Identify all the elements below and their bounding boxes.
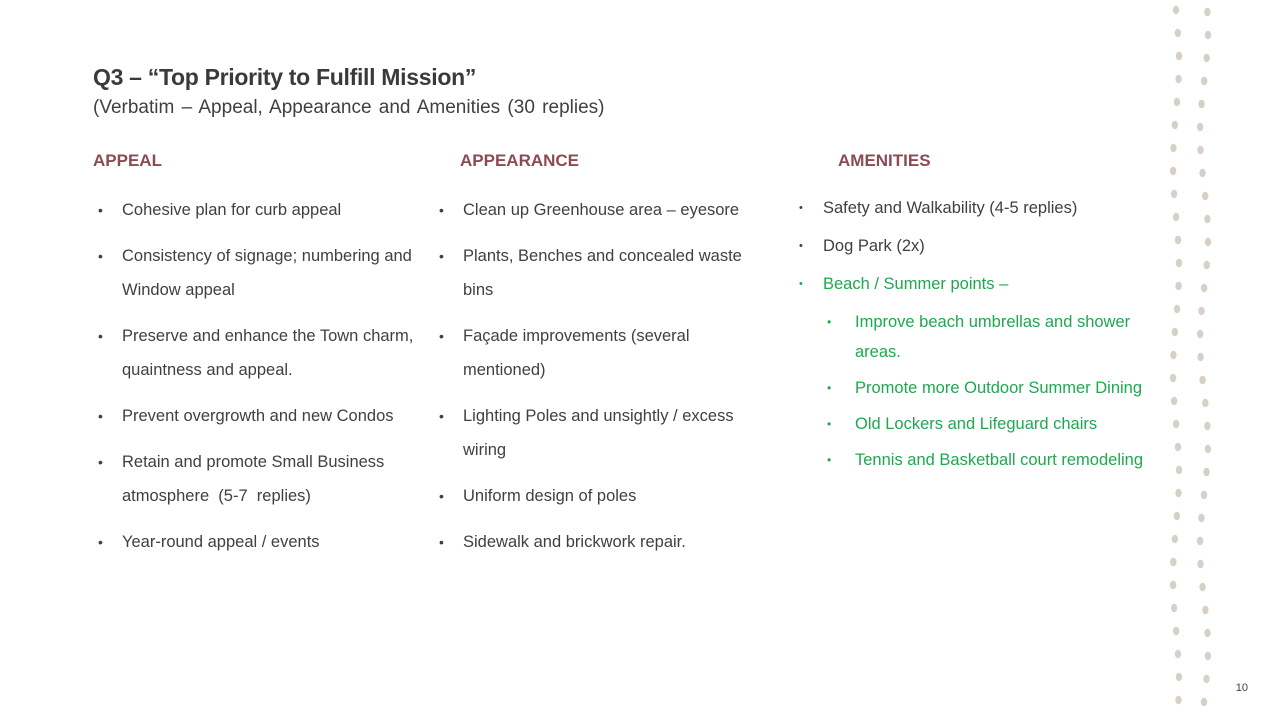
list-item-text: Improve beach umbrellas and shower areas. [855,313,1131,361]
decorative-dot [1175,29,1181,37]
bullet-icon: • [439,328,444,344]
decorative-dot [1204,629,1210,637]
decorative-dot [1197,330,1203,338]
decorative-dot [1176,466,1182,474]
decorative-dot [1173,627,1179,635]
list-item [98,319,422,387]
sub-list-item [827,445,1153,475]
list-item [439,399,763,467]
decorative-dot [1173,420,1179,428]
decorative-dot [1197,560,1203,568]
bullet-icon: • [799,202,803,214]
list-item-text: Safety and Walkability (4-5 replies) [823,199,1078,217]
list-item-text: Beach / Summer points – [823,275,1009,293]
list-item [439,239,763,307]
decorative-dot [1204,54,1210,62]
decorative-dot [1202,399,1208,407]
decorative-dot [1170,558,1176,566]
decorative-dot [1171,397,1177,405]
sub-list-item [827,307,1153,367]
decorative-dot [1171,190,1177,198]
decorative-dot [1174,98,1180,106]
decorative-dot [1202,192,1208,200]
decorative-dot [1204,8,1210,16]
decorative-dot [1175,489,1181,497]
decorative-dot [1205,238,1211,246]
slide-subtitle: (Verbatim – Appeal, Appearance and Amenities (30 replies) [93,97,605,118]
list-item-text: Year-round appeal / events [122,533,320,551]
decorative-dot [1174,305,1180,313]
list-item-text: Dog Park (2x) [823,237,925,255]
list-item-text: Clean up Greenhouse area – eyesore [463,201,740,219]
decorative-dot [1173,6,1179,14]
decorative-dot [1175,696,1181,704]
decorative-dot [1175,443,1181,451]
decorative-dot [1170,374,1176,382]
decorative-dot [1201,284,1207,292]
list-item-text: Tennis and Basketball court remodeling [855,451,1144,469]
decorative-dot [1170,351,1176,359]
bullet-icon: • [827,417,832,431]
decorative-dot [1203,468,1209,476]
list-item-text: Retain and promote Small Business atmosphere (5-7 replies) [122,453,389,505]
list-item-text: Uniform design of poles [463,487,637,505]
bullet-icon: • [827,381,832,395]
appearance-list [439,193,763,571]
bullet-icon: • [98,202,103,218]
list-item [439,193,763,227]
decorative-dot [1201,491,1207,499]
decorative-dot [1198,514,1204,522]
bullet-icon: • [98,328,103,344]
decorative-dot [1201,77,1207,85]
list-item-text: Old Lockers and Lifeguard chairs [855,415,1098,433]
appeal-list [98,193,422,571]
list-item [98,193,422,227]
decorative-dot [1204,261,1210,269]
bullet-icon: • [439,534,444,550]
decorative-dots [1160,0,1220,720]
list-item [98,445,422,513]
bullet-icon: • [799,240,803,252]
list-item-text: Sidewalk and brickwork repair. [463,533,686,551]
list-item-text: Prevent overgrowth and new Condos [122,407,394,425]
decorative-dot [1197,537,1203,545]
bullet-icon: • [799,278,803,290]
list-item [799,231,1153,261]
sub-list-item [827,373,1153,403]
decorative-dot [1199,376,1205,384]
decorative-dot [1199,583,1205,591]
list-item-text: Plants, Benches and concealed waste bins [463,247,742,299]
decorative-dot [1204,215,1210,223]
decorative-dot [1204,422,1210,430]
decorative-dot [1170,144,1176,152]
list-item-text: Preserve and enhance the Town charm, quaintness and appeal. [122,327,414,379]
appearance-heading: APPEARANCE [460,151,580,170]
decorative-dot [1175,236,1181,244]
decorative-dot [1197,123,1203,131]
decorative-dot [1197,146,1203,154]
amenities-list [799,193,1153,481]
bullet-icon: • [439,488,444,504]
bullet-icon: • [98,408,103,424]
list-item-text: Cohesive plan for curb appeal [122,201,342,219]
list-item-text: Façade improvements (several mentioned) [463,327,690,379]
bullet-icon: • [98,248,103,264]
bullet-icon: • [827,453,832,467]
decorative-dot [1172,535,1178,543]
decorative-dot [1198,307,1204,315]
list-item [98,239,422,307]
bullet-icon: • [827,315,832,329]
decorative-dot [1205,652,1211,660]
decorative-dot [1199,169,1205,177]
bullet-icon: • [98,454,103,470]
decorative-dot [1176,259,1182,267]
decorative-dot [1197,353,1203,361]
list-item-text: Promote more Outdoor Summer Dining [855,379,1143,397]
sub-list-item [827,409,1153,439]
list-item [439,319,763,387]
list-item [439,525,763,559]
bullet-icon: • [439,202,444,218]
bullet-icon: • [439,248,444,264]
decorative-dot [1205,445,1211,453]
decorative-dot [1174,512,1180,520]
list-item-text: Lighting Poles and unsightly / excess wiring [463,407,734,459]
decorative-dot [1170,167,1176,175]
decorative-dot [1205,31,1211,39]
decorative-dot [1175,282,1181,290]
decorative-dot [1198,100,1204,108]
list-item [799,269,1153,299]
decorative-dot [1175,650,1181,658]
list-item [799,193,1153,223]
appeal-heading: APPEAL [93,151,162,170]
decorative-dot [1176,673,1182,681]
decorative-dot [1176,52,1182,60]
list-item [439,479,763,513]
decorative-dot [1203,675,1209,683]
slide-title: Q3 – “Top Priority to Fulfill Mission” [93,64,477,90]
list-item-text: Consistency of signage; numbering and Window appeal [122,247,412,299]
bullet-icon: • [98,534,103,550]
decorative-dot [1202,606,1208,614]
amenities-heading: AMENITIES [838,151,931,170]
decorative-dot [1170,581,1176,589]
decorative-dot [1175,75,1181,83]
list-item [98,399,422,433]
decorative-dot [1171,604,1177,612]
list-item [98,525,422,559]
bullet-icon: • [439,408,444,424]
decorative-dot [1173,213,1179,221]
decorative-dot [1201,698,1207,706]
page-number: 10 [1235,682,1248,694]
decorative-dot [1172,121,1178,129]
decorative-dot [1172,328,1178,336]
